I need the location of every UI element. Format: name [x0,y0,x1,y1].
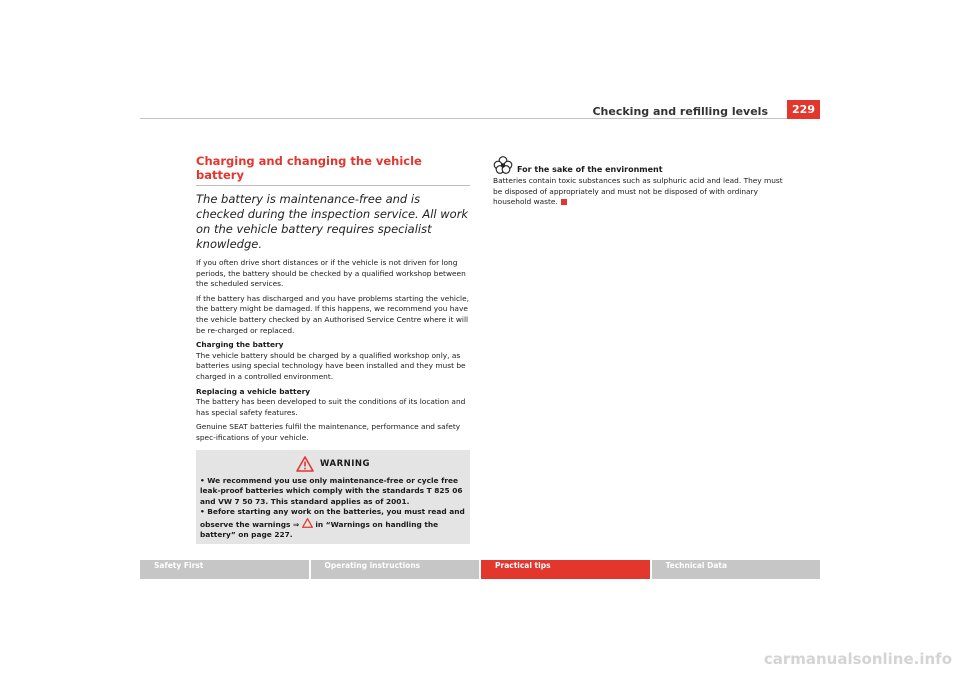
left-column [196,154,470,544]
environment-header [493,156,793,174]
footer-tabs [140,560,820,579]
warning-item: • Before starting any work on the batteries, you must read and observe the warnings ⇒ in “Warnings on handling the battery” on page 227. [200,507,465,540]
end-marker-icon [561,199,567,205]
section-heading: Charging and changing the vehicle battery [196,154,470,186]
watermark: carmanualsonline.info [763,650,952,668]
bullet-icon: • [200,475,208,485]
tab-technical-data[interactable]: Technical Data [652,560,821,579]
arrow-icon: ⇒ [293,519,300,529]
warning-title: WARNING [320,458,370,469]
warning-triangle-icon [302,518,313,528]
subheading: Charging the battery [196,340,284,350]
header-rule [140,118,820,119]
tab-practical-tips[interactable]: Practical tips [481,560,650,579]
subheading: Replacing a vehicle battery [196,386,311,396]
lead-text: The battery is maintenance-free and is checked during the inspection service. All work on the vehicle battery requires specialist knowledge. [196,192,469,251]
environment-text: Batteries contain toxic substances such as sulphuric acid and lead. They must be disposed of appropriately and must not be disposed of with ordinary household waste. [493,176,783,207]
paragraph: Genuine SEAT batteries fulfil the maintenance, performance and safety spec-ifications of your vehicle. [196,422,461,442]
page-number: 229 [787,100,820,119]
warning-triangle-icon [296,456,314,472]
right-column [493,156,793,212]
warning-header [200,454,466,474]
paragraph: If the battery has discharged and you have problems starting the vehicle, the battery might be damaged. If this happens, we recommend you have the vehicle battery checked by an Authorised Service Centre where it will be re-charged or replaced. [196,293,469,335]
bullet-icon: • [200,507,208,517]
tab-safety-first[interactable]: Safety First [140,560,309,579]
warning-item: • We recommend you use only maintenance-free or cycle free leak-proof batteries which comply with the standards T 825 06 and VW 7 50 73. This standard applies as of 2001. [200,475,463,506]
environment-title: For the sake of the environment [517,164,663,174]
header-title: Checking and refilling levels [592,105,768,118]
flower-icon [493,156,513,174]
paragraph: The battery has been developed to suit the conditions of its location and has special safety features. [196,397,466,417]
paragraph: The vehicle battery should be charged by a qualified workshop only, as batteries using special technology have been installed and they must be charged in a controlled environment. [196,350,466,381]
warning-box [196,450,470,545]
tab-operating-instructions[interactable]: Operating instructions [311,560,480,579]
paragraph: If you often drive short distances or if the vehicle is not driven for long periods, the battery should be checked by a qualified workshop between the scheduled services. [196,258,466,289]
